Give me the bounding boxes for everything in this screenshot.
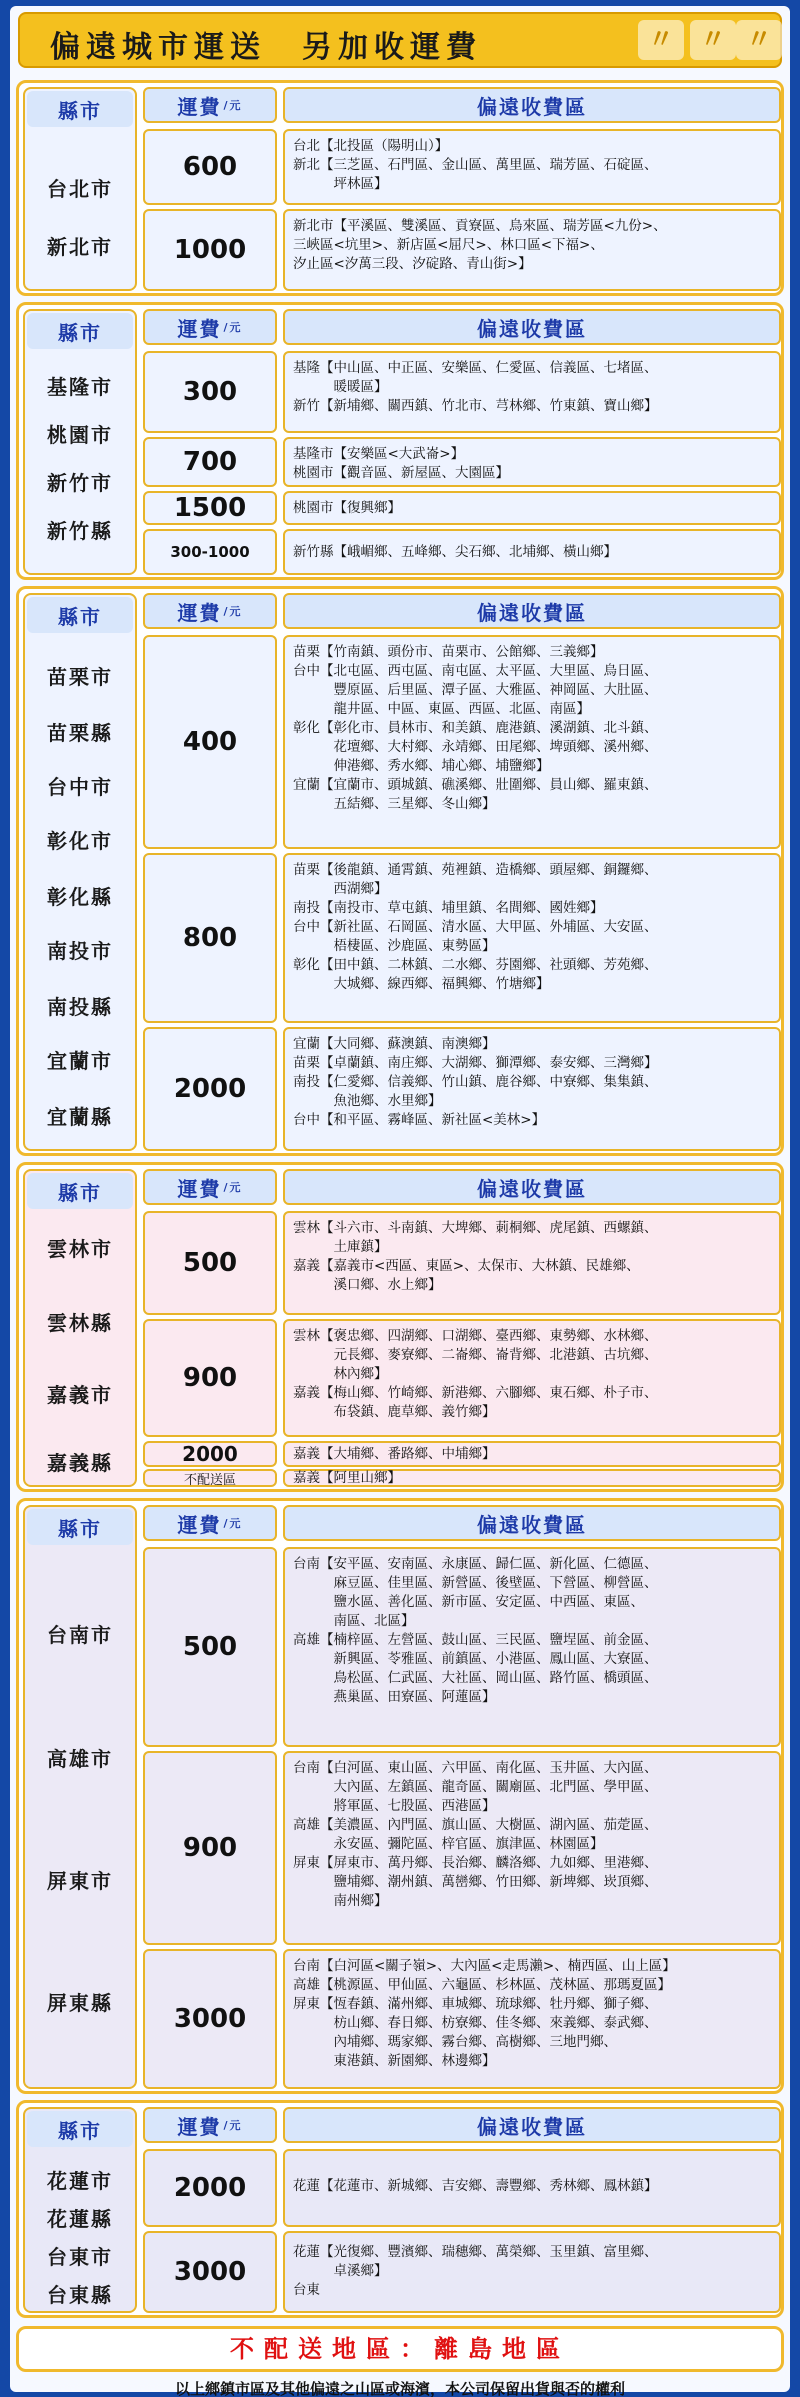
title-deco-mark: 〃 <box>638 20 684 60</box>
city-name: 台北市 <box>47 177 113 201</box>
fee-unit: /元 <box>223 99 243 112</box>
fee-value: 900 <box>143 1751 277 1945</box>
fee-value: 3000 <box>143 2231 277 2313</box>
fee-value: 300 <box>143 351 277 433</box>
fee-value: 500 <box>143 1547 277 1747</box>
area-list: 嘉義【阿里山鄉】 <box>283 1469 781 1487</box>
fee-header-label: 運費 <box>177 94 222 119</box>
city-name: 宜蘭市 <box>47 1049 113 1073</box>
fee-value: 600 <box>143 129 277 205</box>
city-name: 台南市 <box>47 1623 113 1647</box>
city-name: 新竹縣 <box>47 519 113 543</box>
area-list: 台南【安平區、安南區、永康區、歸仁區、新化區、仁德區、 麻豆區、佳里區、新營區、後壁區、下營區、柳營區、 鹽水區、善化區、新市區、安定區、中西區、東區、 南區、北區】 高雄【楠梓區、左營區、鼓山區、三民區、鹽埕區、前金區、 新興區、苓雅區、前鎮區、小港區、鳳山區、大寮區、 鳥松區、仁武區、大社區、岡山區、路竹區、橋頭區、 燕巢區、田寮區、阿蓮區】 <box>283 1547 781 1747</box>
city-name: 南投縣 <box>47 995 113 1019</box>
city-column <box>23 2107 137 2313</box>
area-list: 新竹縣【峨嵋鄉、五峰鄉、尖石鄉、北埔鄉、橫山鄉】 <box>283 529 781 575</box>
fee-value: 900 <box>143 1319 277 1437</box>
fee-header-label: 運費 <box>177 316 222 341</box>
fee-value: 不配送區 <box>143 1469 277 1487</box>
fee-header <box>143 309 277 345</box>
city-column <box>23 593 137 1151</box>
fee-value: 2000 <box>143 1441 277 1467</box>
city-name: 台東市 <box>47 2245 113 2269</box>
city-name: 屏東縣 <box>47 1991 113 2015</box>
fee-header-wrap <box>143 87 277 127</box>
area-list: 雲林【褒忠鄉、四湖鄉、口湖鄉、臺西鄉、東勢鄉、水林鄉、 元長鄉、麥寮鄉、二崙鄉、崙背鄉、北港鎮、古坑鄉、 林內鄉】 嘉義【梅山鄉、竹崎鄉、新港鄉、六腳鄉、東石鄉、朴子市、 布袋鎮、鹿草鄉、義竹鄉】 <box>283 1319 781 1437</box>
fee-value: 1000 <box>143 209 277 291</box>
city-name: 花蓮縣 <box>47 2207 113 2231</box>
fee-value: 500 <box>143 1211 277 1315</box>
title-deco-mark: 〃 <box>690 20 736 60</box>
fee-value: 3000 <box>143 1949 277 2089</box>
fee-header <box>143 1505 277 1541</box>
area-list: 苗栗【後龍鎮、通霄鎮、苑裡鎮、造橋鄉、頭屋鄉、銅鑼鄉、 西湖鄉】 南投【南投市、草屯鎮、埔里鎮、名間鄉、國姓鄉】 台中【新社區、石岡區、清水區、大甲區、外埔區、大安區、 梧棲區、沙鹿區、東勢區】 彰化【田中鎮、二林鎮、二水鄉、芬園鄉、社頭鄉、芳苑鄉、 大城鄉、線西鄉、福興鄉、竹塘鄉】 <box>283 853 781 1023</box>
footer-disclaimer: 以上鄉鎮市區及其他偏遠之山區或海濱，本公司保留出貨與否的權利 <box>174 2380 625 2397</box>
city-name: 苗栗市 <box>47 665 113 689</box>
fee-header <box>143 593 277 629</box>
fee-unit: /元 <box>223 1517 243 1530</box>
section-yunlin <box>16 1162 784 1492</box>
city-header: 縣市 <box>27 1509 133 1545</box>
city-column <box>23 1169 137 1487</box>
fee-unit: /元 <box>223 2119 243 2132</box>
city-header: 縣市 <box>27 2111 133 2147</box>
city-name: 宜蘭縣 <box>47 1105 113 1129</box>
area-list: 台南【白河區<關子嶺>、大內區<走馬瀨>、楠西區、山上區】 高雄【桃源區、甲仙區、六龜區、杉林區、茂林區、那瑪夏區】 屏東【恆春鎮、滿州鄉、車城鄉、琉球鄉、牡丹鄉、獅子鄉、 枋山鄉、春日鄉、枋寮鄉、佳冬鄉、來義鄉、泰武鄉、 內埔鄉、瑪家鄉、霧台鄉、高樹鄉、三地門鄉、 東港鎮、新園鄉、林邊鄉】 <box>283 1949 781 2089</box>
city-name: 基隆市 <box>47 375 113 399</box>
area-list: 新北市【平溪區、雙溪區、貢寮區、烏來區、瑞芳區<九份>、 三峽區<坑里>、新店區<屈尺>、林口區<下福>、 汐止區<汐萬三段、汐碇路、青山街>】 <box>283 209 781 291</box>
section-keelung <box>16 302 784 580</box>
section-miaoli <box>16 586 784 1156</box>
city-name: 彰化縣 <box>47 885 113 909</box>
fee-header <box>143 2107 277 2143</box>
city-name: 花蓮市 <box>47 2169 113 2193</box>
area-list: 宜蘭【大同鄉、蘇澳鎮、南澳鄉】 苗栗【卓蘭鎮、南庄鄉、大湖鄉、獅潭鄉、泰安鄉、三灣鄉】 南投【仁愛鄉、信義鄉、竹山鎮、鹿谷鄉、中寮鄉、集集鎮、 魚池鄉、水里鄉】 台中【和平區、霧峰區、新社區<美林>】 <box>283 1027 781 1151</box>
city-name: 台東縣 <box>47 2283 113 2307</box>
area-header: 偏遠收費區 <box>283 309 781 345</box>
city-name: 新北市 <box>47 235 113 259</box>
fee-unit: /元 <box>223 1181 243 1194</box>
section-hualien <box>16 2100 784 2318</box>
area-list: 花蓮【光復鄉、豐濱鄉、瑞穗鄉、萬榮鄉、玉里鎮、富里鄉、 卓溪鄉】 台東 <box>283 2231 781 2313</box>
fee-header-label: 運費 <box>177 1176 222 1201</box>
city-name: 屏東市 <box>47 1869 113 1893</box>
fee-value: 700 <box>143 437 277 487</box>
city-name: 新竹市 <box>47 471 113 495</box>
city-name: 台中市 <box>47 775 113 799</box>
area-list: 花蓮【花蓮市、新城鄉、吉安鄉、壽豐鄉、秀林鄉、鳳林鎮】 <box>283 2149 781 2227</box>
fee-header-label: 運費 <box>177 600 222 625</box>
page-inner <box>10 6 790 2397</box>
section-taipei <box>16 80 784 296</box>
fee-value: 800 <box>143 853 277 1023</box>
fee-header-label: 運費 <box>177 1512 222 1537</box>
fee-value: 300-1000 <box>143 529 277 575</box>
fee-value: 2000 <box>143 1027 277 1151</box>
area-list: 苗栗【竹南鎮、頭份市、苗栗市、公館鄉、三義鄉】 台中【北屯區、西屯區、南屯區、太平區、大里區、烏日區、 豐原區、后里區、潭子區、大雅區、神岡區、大肚區、 龍井區、中區、東區、西區、北區、南區】 彰化【彰化市、員林市、和美鎮、鹿港鎮、溪湖鎮、北斗鎮、 花壇鄉、大村鄉、永靖鄉、田尾鄉、埤頭鄉、溪州鄉、 伸港鄉、秀水鄉、埔心鄉、埔鹽鄉】 宜蘭【宜蘭市、頭城鎮、礁溪鄉、壯圍鄉、員山鄉、羅東鎮、 五結鄉、三星鄉、冬山鄉】 <box>283 635 781 849</box>
fee-value: 1500 <box>143 491 277 525</box>
fee-header <box>143 1169 277 1205</box>
city-name: 桃園市 <box>47 423 113 447</box>
area-header: 偏遠收費區 <box>283 1169 781 1205</box>
city-header: 縣市 <box>27 91 133 127</box>
city-name: 高雄市 <box>47 1747 113 1771</box>
city-header: 縣市 <box>27 1173 133 1209</box>
area-list: 台北【北投區（陽明山）】 新北【三芝區、石門區、金山區、萬里區、瑞芳區、石碇區、 坪林區】 <box>283 129 781 205</box>
city-column <box>23 309 137 575</box>
fee-header-label: 運費 <box>177 2114 222 2139</box>
fee-value: 400 <box>143 635 277 849</box>
fee-unit: /元 <box>223 605 243 618</box>
fee-header <box>143 87 277 123</box>
city-name: 嘉義市 <box>47 1383 113 1407</box>
section-tainan <box>16 1498 784 2094</box>
city-column <box>23 1505 137 2089</box>
page-title: 偏遠城市運送 另加收運費 <box>50 30 482 65</box>
city-name: 雲林縣 <box>47 1311 113 1335</box>
area-header: 偏遠收費區 <box>283 1505 781 1541</box>
fee-unit: /元 <box>223 321 243 334</box>
no-delivery-banner: 不配送地區：離島地區 <box>16 2326 784 2372</box>
city-header: 縣市 <box>27 597 133 633</box>
area-list: 基隆市【安樂區<大武崙>】 桃園市【觀音區、新屋區、大園區】 <box>283 437 781 487</box>
area-header: 偏遠收費區 <box>283 87 781 123</box>
area-header: 偏遠收費區 <box>283 2107 781 2143</box>
area-list: 雲林【斗六市、斗南鎮、大埤鄉、莿桐鄉、虎尾鎮、西螺鎮、 土庫鎮】 嘉義【嘉義市<西區、東區>、太保市、大林鎮、民雄鄉、 溪口鄉、水上鄉】 <box>283 1211 781 1315</box>
area-list: 台南【白河區、東山區、六甲區、南化區、玉井區、大內區、 大內區、左鎮區、龍奇區、關廟區、北門區、學甲區、 將軍區、七股區、西港區】 高雄【美濃區、內門區、旗山區、大樹區、湖內區、茄萣區、 永安區、彌陀區、梓官區、旗津區、林園區】 屏東【屏東市、萬丹鄉、長治鄉、麟洛鄉、九如鄉、里港鄉、 鹽埔鄉、潮州鎮、萬巒鄉、竹田鄉、新埤鄉、崁頂鄉、 南州鄉】 <box>283 1751 781 1945</box>
city-name: 雲林市 <box>47 1237 113 1261</box>
area-header: 偏遠收費區 <box>283 593 781 629</box>
fee-value: 2000 <box>143 2149 277 2227</box>
city-name: 苗栗縣 <box>47 721 113 745</box>
city-name: 南投市 <box>47 939 113 963</box>
area-list: 基隆【中山區、中正區、安樂區、仁愛區、信義區、七堵區、 暖暖區】 新竹【新埔鄉、關西鎮、竹北市、芎林鄉、竹東鎮、寶山鄉】 <box>283 351 781 433</box>
title-deco-mark: 〃 <box>736 20 782 60</box>
city-column <box>23 87 137 291</box>
city-header: 縣市 <box>27 313 133 349</box>
area-list: 嘉義【大埔鄉、番路鄉、中埔鄉】 <box>283 1441 781 1467</box>
city-name: 嘉義縣 <box>47 1451 113 1475</box>
title-bar <box>18 12 782 68</box>
city-name: 彰化市 <box>47 829 113 853</box>
area-list: 桃園市【復興鄉】 <box>283 491 781 525</box>
